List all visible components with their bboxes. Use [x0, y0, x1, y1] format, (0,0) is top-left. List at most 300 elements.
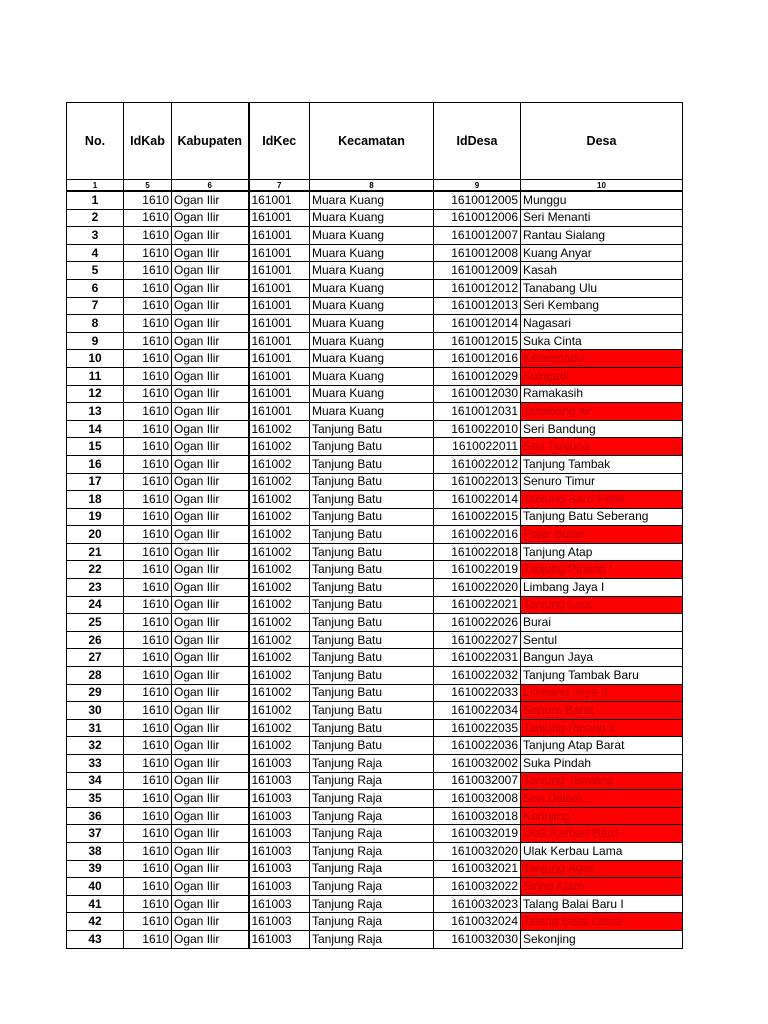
cell-kecamatan: Tanjung Raja [310, 790, 434, 808]
cell-iddesa: 1610032007 [434, 772, 521, 790]
table-row [67, 526, 683, 544]
cell-iddesa: 1610022018 [434, 543, 521, 561]
cell-idkab: 1610 [124, 631, 172, 649]
cell-kabupaten: Ogan Ilir [172, 332, 249, 350]
cell-iddesa: 1610012009 [434, 262, 521, 280]
table-row [67, 825, 683, 843]
cell-kecamatan: Muara Kuang [310, 385, 434, 403]
cell-no: 33 [67, 755, 124, 773]
table-row [67, 772, 683, 790]
cell-iddesa: 1610022011 [434, 438, 521, 456]
cell-no: 35 [67, 790, 124, 808]
cell-idkab: 1610 [124, 508, 172, 526]
cell-iddesa: 1610012015 [434, 332, 521, 350]
column-index-row [67, 180, 683, 192]
cell-desa: Pajar Bulan [521, 526, 683, 544]
table-row [67, 737, 683, 755]
table-row [67, 227, 683, 245]
cell-idkab: 1610 [124, 561, 172, 579]
cell-desa: Sekonjing [521, 930, 683, 948]
cell-iddesa: 1610022012 [434, 455, 521, 473]
cell-kecamatan: Tanjung Batu [310, 543, 434, 561]
cell-idkab: 1610 [124, 807, 172, 825]
cell-desa: Tanjung Temiang [521, 772, 683, 790]
header-kabupaten: Kabupaten [172, 103, 249, 180]
cell-desa: Tanjung Baru Petai [521, 491, 683, 509]
cell-idkab: 1610 [124, 332, 172, 350]
cell-iddesa: 1610032008 [434, 790, 521, 808]
table-row [67, 350, 683, 368]
table-row [67, 543, 683, 561]
cell-idkec: 161001 [249, 279, 310, 297]
cell-desa: Bangun Jaya [521, 649, 683, 667]
cell-no: 8 [67, 315, 124, 333]
cell-idkec: 161002 [249, 737, 310, 755]
cell-idkec: 161002 [249, 420, 310, 438]
cell-idkec: 161001 [249, 315, 310, 333]
table-body [67, 191, 683, 948]
cell-no: 1 [67, 191, 124, 209]
cell-desa: Ulak Kerbau Lama [521, 842, 683, 860]
cell-idkec: 161002 [249, 438, 310, 456]
cell-idkec: 161001 [249, 209, 310, 227]
cell-kabupaten: Ogan Ilir [172, 614, 249, 632]
cell-kabupaten: Ogan Ilir [172, 755, 249, 773]
cell-no: 38 [67, 842, 124, 860]
cell-iddesa: 1610022033 [434, 684, 521, 702]
cell-kabupaten: Ogan Ilir [172, 385, 249, 403]
cell-idkab: 1610 [124, 526, 172, 544]
table-row [67, 702, 683, 720]
cell-idkab: 1610 [124, 297, 172, 315]
cell-iddesa: 1610022019 [434, 561, 521, 579]
table-row [67, 191, 683, 209]
cell-kabupaten: Ogan Ilir [172, 420, 249, 438]
cell-desa: Tanjung Tambak [521, 455, 683, 473]
cell-kecamatan: Muara Kuang [310, 350, 434, 368]
cell-kabupaten: Ogan Ilir [172, 684, 249, 702]
cell-kecamatan: Muara Kuang [310, 209, 434, 227]
cell-kabupaten: Ogan Ilir [172, 561, 249, 579]
cell-kabupaten: Ogan Ilir [172, 667, 249, 685]
cell-idkec: 161002 [249, 702, 310, 720]
cell-idkec: 161003 [249, 790, 310, 808]
table-row [67, 913, 683, 931]
header-no: No. [67, 103, 124, 180]
cell-iddesa: 1610012008 [434, 244, 521, 262]
cell-idkab: 1610 [124, 227, 172, 245]
cell-desa: Seri Bandung [521, 420, 683, 438]
cell-idkab: 1610 [124, 596, 172, 614]
cell-iddesa: 1610022010 [434, 420, 521, 438]
cell-kecamatan: Tanjung Batu [310, 491, 434, 509]
cell-idkec: 161001 [249, 367, 310, 385]
cell-kabupaten: Ogan Ilir [172, 455, 249, 473]
cell-kecamatan: Tanjung Batu [310, 596, 434, 614]
cell-idkab: 1610 [124, 913, 172, 931]
cell-kecamatan: Tanjung Batu [310, 631, 434, 649]
cell-desa: Tanjung Batu Seberang [521, 508, 683, 526]
cell-idkec: 161002 [249, 631, 310, 649]
cell-no: 27 [67, 649, 124, 667]
cell-iddesa: 1610012007 [434, 227, 521, 245]
table-row [67, 895, 683, 913]
cell-kabupaten: Ogan Ilir [172, 631, 249, 649]
cell-kabupaten: Ogan Ilir [172, 825, 249, 843]
cell-kecamatan: Muara Kuang [310, 191, 434, 209]
cell-kecamatan: Muara Kuang [310, 332, 434, 350]
cell-iddesa: 1610022034 [434, 702, 521, 720]
cell-kabupaten: Ogan Ilir [172, 491, 249, 509]
cell-iddesa: 1610022014 [434, 491, 521, 509]
cell-no: 16 [67, 455, 124, 473]
cell-idkec: 161002 [249, 614, 310, 632]
table-row [67, 930, 683, 948]
cell-no: 37 [67, 825, 124, 843]
cell-kabupaten: Ogan Ilir [172, 297, 249, 315]
cell-idkec: 161001 [249, 297, 310, 315]
cell-idkab: 1610 [124, 367, 172, 385]
cell-idkab: 1610 [124, 684, 172, 702]
cell-iddesa: 1610022013 [434, 473, 521, 491]
cell-iddesa: 1610032021 [434, 860, 521, 878]
cell-no: 9 [67, 332, 124, 350]
cell-kecamatan: Tanjung Batu [310, 473, 434, 491]
cell-no: 12 [67, 385, 124, 403]
cell-iddesa: 1610032024 [434, 913, 521, 931]
cell-idkab: 1610 [124, 772, 172, 790]
cell-no: 42 [67, 913, 124, 931]
table-row [67, 473, 683, 491]
cell-desa: Senuro Timur [521, 473, 683, 491]
cell-kabupaten: Ogan Ilir [172, 227, 249, 245]
cell-no: 6 [67, 279, 124, 297]
column-index: 9 [434, 180, 521, 192]
table-row [67, 332, 683, 350]
cell-kabupaten: Ogan Ilir [172, 719, 249, 737]
cell-idkec: 161002 [249, 455, 310, 473]
cell-kecamatan: Tanjung Batu [310, 649, 434, 667]
cell-idkec: 161002 [249, 649, 310, 667]
cell-kabupaten: Ogan Ilir [172, 913, 249, 931]
cell-kecamatan: Tanjung Batu [310, 667, 434, 685]
table-row [67, 279, 683, 297]
cell-no: 32 [67, 737, 124, 755]
cell-kecamatan: Muara Kuang [310, 297, 434, 315]
table-row [67, 579, 683, 597]
cell-idkec: 161002 [249, 526, 310, 544]
cell-idkec: 161001 [249, 227, 310, 245]
cell-idkec: 161001 [249, 385, 310, 403]
cell-kabupaten: Ogan Ilir [172, 403, 249, 421]
cell-desa: Ulak Kerbau Baru [521, 825, 683, 843]
cell-desa: Tanjung Atap Barat [521, 737, 683, 755]
cell-idkec: 161003 [249, 772, 310, 790]
cell-idkec: 161002 [249, 684, 310, 702]
cell-idkab: 1610 [124, 315, 172, 333]
village-table [66, 102, 683, 949]
cell-idkab: 1610 [124, 614, 172, 632]
cell-kecamatan: Muara Kuang [310, 279, 434, 297]
cell-kabupaten: Ogan Ilir [172, 473, 249, 491]
cell-no: 18 [67, 491, 124, 509]
cell-kecamatan: Tanjung Batu [310, 684, 434, 702]
cell-idkec: 161001 [249, 403, 310, 421]
cell-no: 2 [67, 209, 124, 227]
cell-no: 7 [67, 297, 124, 315]
table-row [67, 491, 683, 509]
cell-desa: Tanjung Pinang I [521, 561, 683, 579]
cell-idkab: 1610 [124, 350, 172, 368]
cell-idkab: 1610 [124, 543, 172, 561]
cell-idkab: 1610 [124, 579, 172, 597]
cell-idkec: 161002 [249, 543, 310, 561]
cell-no: 13 [67, 403, 124, 421]
cell-idkec: 161003 [249, 878, 310, 896]
cell-kabupaten: Ogan Ilir [172, 262, 249, 280]
cell-iddesa: 1610032019 [434, 825, 521, 843]
cell-desa: Talang Balai Lama [521, 913, 683, 931]
cell-iddesa: 1610022016 [434, 526, 521, 544]
cell-iddesa: 1610012031 [434, 403, 521, 421]
cell-idkec: 161003 [249, 895, 310, 913]
table-row [67, 649, 683, 667]
cell-idkec: 161003 [249, 860, 310, 878]
cell-iddesa: 1610032022 [434, 878, 521, 896]
cell-kabupaten: Ogan Ilir [172, 579, 249, 597]
cell-no: 3 [67, 227, 124, 245]
cell-iddesa: 1610022026 [434, 614, 521, 632]
cell-no: 22 [67, 561, 124, 579]
cell-iddesa: 1610022032 [434, 667, 521, 685]
cell-kabupaten: Ogan Ilir [172, 367, 249, 385]
cell-no: 43 [67, 930, 124, 948]
cell-idkab: 1610 [124, 403, 172, 421]
village-table-sheet [66, 102, 682, 949]
cell-desa: Limbang Jaya I [521, 579, 683, 597]
table-row [67, 367, 683, 385]
cell-iddesa: 1610022020 [434, 579, 521, 597]
header-row [67, 103, 683, 180]
cell-kecamatan: Muara Kuang [310, 227, 434, 245]
cell-desa: Suka Cinta [521, 332, 683, 350]
cell-idkec: 161003 [249, 755, 310, 773]
cell-no: 41 [67, 895, 124, 913]
cell-kecamatan: Tanjung Raja [310, 913, 434, 931]
cell-kecamatan: Tanjung Raja [310, 895, 434, 913]
cell-no: 15 [67, 438, 124, 456]
cell-kecamatan: Tanjung Raja [310, 755, 434, 773]
cell-idkab: 1610 [124, 667, 172, 685]
cell-iddesa: 1610032018 [434, 807, 521, 825]
cell-idkab: 1610 [124, 385, 172, 403]
cell-no: 25 [67, 614, 124, 632]
table-row [67, 561, 683, 579]
header-kecamatan: Kecamatan [310, 103, 434, 180]
cell-desa: Nagasari [521, 315, 683, 333]
cell-idkab: 1610 [124, 191, 172, 209]
cell-idkab: 1610 [124, 860, 172, 878]
table-row [67, 631, 683, 649]
cell-kabupaten: Ogan Ilir [172, 543, 249, 561]
cell-kabupaten: Ogan Ilir [172, 438, 249, 456]
table-row [67, 755, 683, 773]
cell-idkec: 161003 [249, 842, 310, 860]
header-iddesa: IdDesa [434, 103, 521, 180]
cell-idkec: 161001 [249, 262, 310, 280]
cell-kabupaten: Ogan Ilir [172, 244, 249, 262]
cell-iddesa: 1610032030 [434, 930, 521, 948]
cell-kecamatan: Tanjung Raja [310, 825, 434, 843]
cell-kecamatan: Muara Kuang [310, 262, 434, 280]
cell-iddesa: 1610022027 [434, 631, 521, 649]
table-row [67, 403, 683, 421]
cell-idkec: 161002 [249, 579, 310, 597]
cell-kecamatan: Tanjung Raja [310, 930, 434, 948]
cell-iddesa: 1610012030 [434, 385, 521, 403]
cell-iddesa: 1610032023 [434, 895, 521, 913]
cell-desa: Kasah [521, 262, 683, 280]
cell-desa: Tanabang Ilir [521, 403, 683, 421]
cell-no: 24 [67, 596, 124, 614]
table-row [67, 807, 683, 825]
cell-kabupaten: Ogan Ilir [172, 209, 249, 227]
cell-idkab: 1610 [124, 930, 172, 948]
cell-idkec: 161001 [249, 332, 310, 350]
cell-idkab: 1610 [124, 719, 172, 737]
cell-kecamatan: Tanjung Raja [310, 772, 434, 790]
cell-desa: Ramakasih [521, 385, 683, 403]
cell-no: 14 [67, 420, 124, 438]
table-row [67, 614, 683, 632]
cell-idkab: 1610 [124, 702, 172, 720]
cell-kecamatan: Tanjung Batu [310, 579, 434, 597]
cell-iddesa: 1610012029 [434, 367, 521, 385]
cell-idkab: 1610 [124, 455, 172, 473]
table-row [67, 420, 683, 438]
table-row [67, 790, 683, 808]
cell-idkec: 161001 [249, 191, 310, 209]
cell-no: 39 [67, 860, 124, 878]
cell-kecamatan: Muara Kuang [310, 367, 434, 385]
cell-idkec: 161002 [249, 596, 310, 614]
cell-no: 17 [67, 473, 124, 491]
cell-idkab: 1610 [124, 491, 172, 509]
table-row [67, 860, 683, 878]
cell-idkab: 1610 [124, 262, 172, 280]
cell-desa: Tanjung Atap [521, 543, 683, 561]
table-row [67, 244, 683, 262]
header-idkec: IdKec [249, 103, 310, 180]
cell-kabupaten: Ogan Ilir [172, 596, 249, 614]
cell-desa: Talang Balai Baru I [521, 895, 683, 913]
cell-kecamatan: Tanjung Batu [310, 702, 434, 720]
cell-kabupaten: Ogan Ilir [172, 702, 249, 720]
table-row [67, 667, 683, 685]
column-index: 10 [521, 180, 683, 192]
cell-desa: Siring Alam [521, 878, 683, 896]
cell-idkab: 1610 [124, 420, 172, 438]
cell-iddesa: 1610022015 [434, 508, 521, 526]
cell-kabupaten: Ogan Ilir [172, 842, 249, 860]
cell-desa: Senuro Barat [521, 702, 683, 720]
column-index: 6 [172, 180, 249, 192]
cell-kecamatan: Tanjung Batu [310, 455, 434, 473]
cell-iddesa: 1610012006 [434, 209, 521, 227]
cell-no: 20 [67, 526, 124, 544]
table-row [67, 297, 683, 315]
cell-desa: Sentul [521, 631, 683, 649]
cell-iddesa: 1610022021 [434, 596, 521, 614]
cell-kabupaten: Ogan Ilir [172, 895, 249, 913]
cell-desa: Seri Kembang [521, 297, 683, 315]
cell-no: 36 [67, 807, 124, 825]
cell-kabupaten: Ogan Ilir [172, 860, 249, 878]
cell-iddesa: 1610012005 [434, 191, 521, 209]
cell-kecamatan: Tanjung Batu [310, 737, 434, 755]
cell-no: 31 [67, 719, 124, 737]
cell-idkec: 161002 [249, 719, 310, 737]
column-index: 8 [310, 180, 434, 192]
cell-kecamatan: Tanjung Raja [310, 842, 434, 860]
cell-desa: Tanjung Laut [521, 596, 683, 614]
cell-kecamatan: Muara Kuang [310, 244, 434, 262]
cell-idkec: 161003 [249, 913, 310, 931]
cell-idkab: 1610 [124, 737, 172, 755]
cell-idkab: 1610 [124, 209, 172, 227]
cell-desa: Tanabang Ulu [521, 279, 683, 297]
table-row [67, 684, 683, 702]
cell-kabupaten: Ogan Ilir [172, 315, 249, 333]
cell-idkec: 161002 [249, 508, 310, 526]
table-row [67, 878, 683, 896]
cell-idkab: 1610 [124, 878, 172, 896]
table-row [67, 385, 683, 403]
cell-kabupaten: Ogan Ilir [172, 790, 249, 808]
cell-desa: Tanjung Agas [521, 860, 683, 878]
cell-kecamatan: Tanjung Batu [310, 508, 434, 526]
table-row [67, 315, 683, 333]
cell-kecamatan: Muara Kuang [310, 403, 434, 421]
header-desa: Desa [521, 103, 683, 180]
cell-idkec: 161003 [249, 825, 310, 843]
table-row [67, 262, 683, 280]
cell-idkab: 1610 [124, 842, 172, 860]
cell-idkec: 161002 [249, 561, 310, 579]
cell-iddesa: 1610032020 [434, 842, 521, 860]
cell-iddesa: 1610012014 [434, 315, 521, 333]
header-idkab: IdKab [124, 103, 172, 180]
cell-no: 4 [67, 244, 124, 262]
cell-kabupaten: Ogan Ilir [172, 930, 249, 948]
cell-desa: Seri Dalam [521, 790, 683, 808]
cell-desa: Burai [521, 614, 683, 632]
cell-desa: Seri Menanti [521, 209, 683, 227]
cell-no: 21 [67, 543, 124, 561]
table-row [67, 438, 683, 456]
table-row [67, 455, 683, 473]
cell-idkab: 1610 [124, 755, 172, 773]
cell-kabupaten: Ogan Ilir [172, 772, 249, 790]
cell-no: 30 [67, 702, 124, 720]
cell-kabupaten: Ogan Ilir [172, 649, 249, 667]
cell-iddesa: 1610022031 [434, 649, 521, 667]
cell-no: 28 [67, 667, 124, 685]
cell-kabupaten: Ogan Ilir [172, 878, 249, 896]
table-row [67, 508, 683, 526]
table-row [67, 209, 683, 227]
cell-kabupaten: Ogan Ilir [172, 350, 249, 368]
